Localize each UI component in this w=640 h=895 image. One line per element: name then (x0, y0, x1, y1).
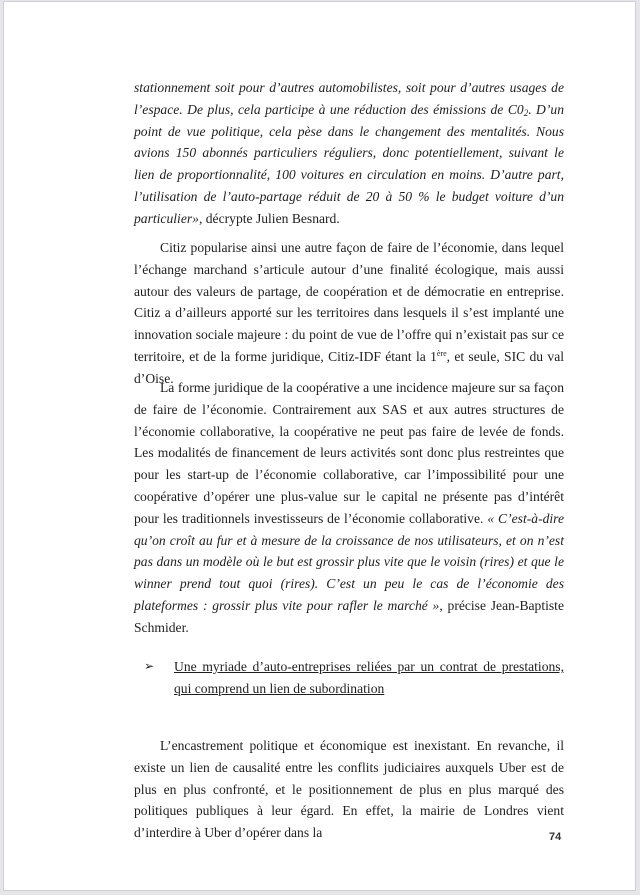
document-page (3, 1, 636, 891)
superscript-ere: ère (436, 348, 447, 358)
body-text: Citiz popularise ainsi une autre façon de faire de l’économie, dans lequel l’échange marchand s’articule autour d’une finalité écologique, mais aussi autour des valeurs de partage, de coopération et de démocratie en entreprise. Citiz a d’ailleurs apporté sur les territoires dans lesquels il s’est implanté une innovation sociale majeure : du point de vue de l’offre qui n’existait pas sur ce territoire, et de la forme juridique, Citiz-IDF étant la 1 (134, 240, 564, 364)
paragraph-citiz (134, 237, 564, 390)
subscript-2: 2 (523, 107, 529, 118)
quote-text-continued: . D’un point de vue politique, cela pèse dans le changement des mentalités. Nous avions 150 abonnés particuliers réguliers, donc potentiellement, suivant le lien de proportionnalité, 100 voitures en circulation en moins. D’autre part, l’utilisation de l’auto-partage réduit de 20 à 50 % le budget voiture d’un particulier» (134, 101, 564, 226)
quote-text: stationnement soit pour d’autres automobilistes, soit pour d’autres usages de l’espace. De plus, cela participe à une réduction des émissions de C0 (134, 80, 564, 117)
body-text-continued: , et seule, SIC du val d’Oise. (134, 348, 565, 386)
paragraph-cooperative (134, 377, 564, 639)
arrowhead-bullet-icon: ➢ (144, 659, 155, 673)
attribution-text: , précise Jean-Baptiste Schmider. (134, 597, 564, 635)
quote-text: « C’est-à-dire qu’on croît au fur et à mesure de la croissance de nos utilisateurs, et on n’est pas dans un modèle où le but est grossir plus vite que le voisin (rires) et que le winner prend tout quoi (rires). C’est un peu le cas de l’économie des plateformes : grossir plus vite pour rafler le marché » (134, 510, 564, 613)
body-text: L’encastrement politique et économique est inexistant. En revanche, il existe un lien de causalité entre les conflits judiciaires auxquels Uber est de plus en plus confronté, et le positionnement de plus en plus marqué des politiques publiques à leur égard. En effet, la mairie de Londres vient d’interdire à Uber d’opérer dans la (134, 738, 564, 841)
page-number: 74 (549, 831, 562, 843)
section-heading-text: Une myriade d’auto-entreprises reliées par un contrat de prestations, qui comprend un lien de subordination (174, 659, 564, 696)
body-text: La forme juridique de la coopérative a une incidence majeure sur sa façon de faire de l’économie. Contrairement aux SAS et aux autres structures de l’économie collaborative, la coopérative ne peut pas faire de levée de fonds. Les modalités de financement de leurs activités sont donc plus restreintes que pour les start-up de l’économie collaborative, car l’impossibilité pour une coopérative d’opérer une plus-value sur le capital ne présente pas d’intérêt pour les traditionnels investisseurs de l’économie collaborative. (134, 380, 564, 526)
paragraph-uber (134, 735, 564, 844)
paragraph-quote-besnard (134, 77, 564, 230)
section-heading (144, 656, 564, 700)
attribution-text: , décrypte Julien Besnard. (198, 210, 340, 226)
